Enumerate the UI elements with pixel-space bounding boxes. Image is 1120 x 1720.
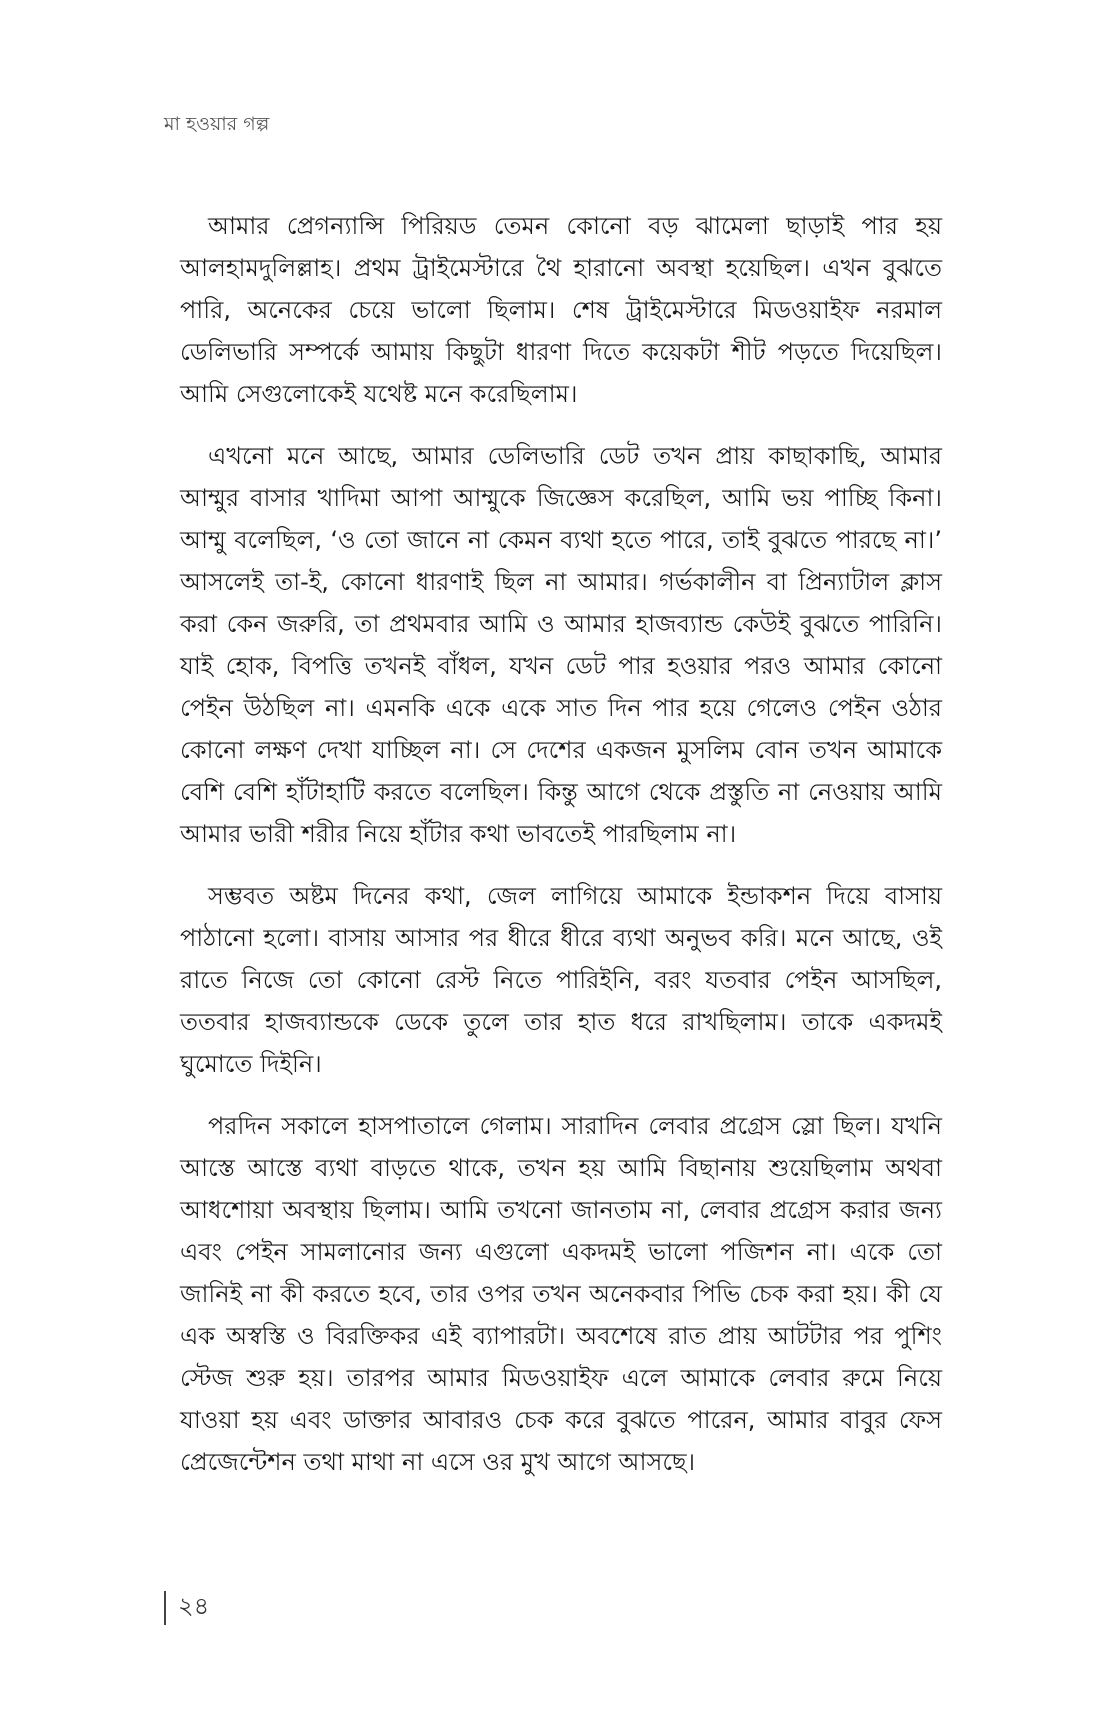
paragraph-2: এখনো মনে আছে, আমার ডেলিভারি ডেট তখন প্রায় কাছাকাছি, আমার আম্মুর বাসার খাদিমা আপা আম্মুকে জিজ্ঞেস করেছিল, আমি ভয় পাচ্ছি কিনা। আম্মু বলেছিল, ‘ও তো জানে না কেমন ব্যথা হতে পারে, তাই বুঝতে পারছে না।’ আসলেই তা-ই, কোনো ধারণাই ছিল না আমার। গর্ভকালীন বা প্রিন্যাটাল ক্লাস করা কেন জরুরি, তা প্রথমবার আমি ও আমার হাজব্যান্ড কেউই বুঝতে পারিনি। যাই হোক, বিপত্তি তখনই বাঁধল, যখন ডেট পার হওয়ার পরও আমার কোনো পেইন উঠছিল না। এমনকি একে একে সাত দিন পার হয়ে গেলেও পেইন ওঠার কোনো লক্ষণ দেখা যাচ্ছিল না। সে দেশের একজন মুসলিম বোন তখন আমাকে বেশি বেশি হাঁটাহাটি করতে বলেছিল। কিন্তু আগে থেকে প্রস্তুতি না নেওয়ায় আমি আমার ভারী শরীর নিয়ে হাঁটার কথা ভাবতেই পারছিলাম না। bbox=[180, 442, 942, 848]
folio-divider bbox=[164, 1591, 166, 1625]
paragraph-4: পরদিন সকালে হাসপাতালে গেলাম। সারাদিন লেবার প্রগ্রেস স্লো ছিল। যখনি আস্তে আস্তে ব্যথা বাড়তে থাকে, তখন হয় আমি বিছানায় শুয়েছিলাম অথবা আধশোয়া অবস্থায় ছিলাম। আমি তখনো জানতাম না, লেবার প্রগ্রেস করার জন্য এবং পেইন সামলানোর জন্য এগুলো একদমই ভালো পজিশন না। একে তো জানিই না কী করতে হবে, তার ওপর তখন অনেকবার পিভি চেক করা হয়। কী যে এক অস্বস্তি ও বিরক্তিকর এই ব্যাপারটা। অবশেষে রাত প্রায় আটটার পর পুশিং স্টেজ শুরু হয়। তারপর আমার মিডওয়াইফ এলে আমাকে লেবার রুমে নিয়ে যাওয়া হয় এবং ডাক্তার আবারও চেক করে বুঝতে পারেন, আমার বাবুর ফেস প্রেজেন্টেশন তথা মাথা না এসে ওর মুখ আগে আসছে। bbox=[180, 1112, 942, 1476]
paragraph-1: আমার প্রেগন্যান্সি পিরিয়ড তেমন কোনো বড় ঝামেলা ছাড়াই পার হয় আলহামদুলিল্লাহ। প্রথম ট্রাইমেস্টারে থৈ হারানো অবস্থা হয়েছিল। এখন বুঝতে পারি, অনেকের চেয়ে ভালো ছিলাম। শেষ ট্রাইমেস্টারে মিডওয়াইফ নরমাল ডেলিভারি সম্পর্কে আমায় কিছুটা ধারণা দিতে কয়েকটা শীট পড়তে দিয়েছিল। আমি সেগুলোকেই যথেষ্ট মনে করেছিলাম। bbox=[180, 212, 942, 408]
page-body bbox=[180, 205, 942, 1503]
page-number: ২৪ bbox=[178, 1592, 210, 1620]
paragraph-3: সম্ভবত অষ্টম দিনের কথা, জেল লাগিয়ে আমাকে ইন্ডাকশন দিয়ে বাসায় পাঠানো হলো। বাসায় আসার পর ধীরে ধীরে ব্যথা অনুভব করি। মনে আছে, ওই রাতে নিজে তো কোনো রেস্ট নিতে পারিইনি, বরং যতবার পেইন আসছিল, ততবার হাজব্যান্ডকে ডেকে তুলে তার হাত ধরে রাখছিলাম। তাকে একদমই ঘুমোতে দিইনি। bbox=[180, 882, 942, 1078]
page-footer bbox=[164, 1590, 209, 1626]
running-header-title: মা হওয়ার গল্প bbox=[164, 113, 270, 135]
